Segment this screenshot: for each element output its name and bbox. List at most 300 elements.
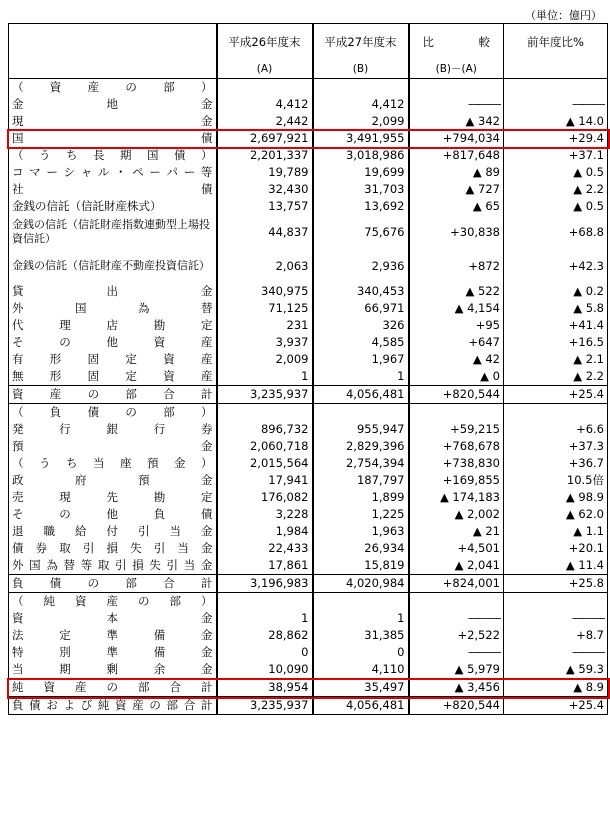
row-label-text: [12, 610, 213, 627]
label-char: の: [59, 507, 71, 521]
row-label: [9, 506, 217, 523]
value-fy26: 2,201,337: [217, 147, 313, 164]
value-fy27: 1: [313, 368, 409, 386]
value-fy27: [313, 79, 409, 97]
row-label: 金銭の信託（信託財産不動産投資信託）: [9, 249, 217, 283]
label-char: 金: [201, 662, 213, 676]
value-fy27: 4,110: [313, 661, 409, 679]
label-char: 資: [115, 698, 127, 712]
label-char: 府: [75, 473, 87, 487]
value-diff: +59,215: [409, 421, 504, 438]
table-row: [9, 300, 608, 317]
row-label: [9, 644, 217, 661]
value-pct: ▲ 11.4: [504, 557, 608, 575]
label-char: の: [106, 680, 118, 694]
label-char: 産: [75, 680, 87, 694]
value-diff: ▲ 2,002: [409, 506, 504, 523]
label-char: 国: [12, 131, 24, 145]
table-row: [9, 147, 608, 164]
row-label-text: [12, 421, 213, 438]
label-char: 産: [200, 352, 213, 366]
label-char: 券: [35, 541, 48, 555]
label-char: 預: [138, 473, 150, 487]
label-char: 等: [80, 558, 93, 572]
label-char: 余: [153, 662, 166, 676]
table-row: [9, 506, 608, 523]
value-fy26: 17,941: [217, 472, 313, 489]
label-char: 取: [97, 558, 110, 572]
value-fy27: 13,692: [313, 198, 409, 215]
label-char: 金: [201, 284, 213, 298]
label-char: 社: [12, 182, 24, 196]
label-char: ）: [201, 148, 213, 162]
table-row: [9, 249, 608, 283]
balance-sheet-table: [8, 23, 608, 715]
value-fy27: 35,497: [313, 679, 409, 697]
label-char: う: [39, 456, 51, 470]
row-label-text: [12, 438, 213, 455]
value-fy26: 38,954: [217, 679, 313, 697]
label-char: 行: [59, 422, 71, 436]
header-sub-pct: [504, 60, 608, 79]
value-diff: +768,678: [409, 438, 504, 455]
label-char: 損: [132, 558, 144, 572]
row-label: [9, 421, 217, 438]
value-fy26: 17,861: [217, 557, 313, 575]
value-diff: ▲ 342: [409, 113, 504, 130]
label-char: （: [12, 405, 24, 419]
value-fy26: 3,228: [217, 506, 313, 523]
table-row: [9, 489, 608, 506]
row-label: [9, 489, 217, 506]
label-char: 定: [59, 628, 71, 642]
label-char: 当: [177, 541, 189, 555]
label-char: 債: [201, 182, 213, 196]
value-diff: ▲ 2,041: [409, 557, 504, 575]
label-char: 勘: [153, 318, 166, 332]
row-label: [9, 404, 217, 422]
table-row: [9, 661, 608, 679]
label-char: 金: [201, 439, 213, 453]
header-fy26: 平成26年度末: [217, 24, 313, 61]
row-label-text: [12, 351, 213, 368]
label-char: 債: [29, 698, 41, 712]
label-char: 債: [201, 131, 213, 145]
label-char: 損: [106, 541, 118, 555]
label-char: 資: [163, 352, 175, 366]
label-char: 金: [201, 628, 213, 642]
value-fy26: 0: [217, 644, 313, 661]
value-diff: +824,001: [409, 575, 504, 593]
header-sub-item: [9, 60, 217, 79]
label-char: 産: [132, 698, 144, 712]
value-diff: +738,830: [409, 455, 504, 472]
label-char: 為: [46, 558, 58, 572]
label-char: 現: [12, 114, 24, 128]
value-pct: 10.5倍: [504, 472, 608, 489]
value-fy27: 3,018,986: [313, 147, 409, 164]
label-char: 備: [153, 628, 166, 642]
label-char: 金: [174, 456, 186, 470]
label-char: 期: [120, 148, 132, 162]
value-pct: ▲ 2.2: [504, 368, 608, 386]
value-fy27: 326: [313, 317, 409, 334]
value-pct: +6.6: [504, 421, 608, 438]
value-fy26: [217, 593, 313, 611]
row-label: [9, 317, 217, 334]
table-row: [9, 404, 608, 422]
table-row: [9, 697, 608, 715]
label-char: 地: [106, 97, 118, 111]
label-char: 引: [82, 541, 95, 555]
value-pct: ―――: [504, 96, 608, 113]
table-row: [9, 472, 608, 489]
header-row: [9, 24, 608, 61]
table-row: [9, 593, 608, 611]
value-diff: ―――: [409, 96, 504, 113]
value-pct: ▲ 0.5: [504, 164, 608, 181]
label-char: ち: [66, 456, 78, 470]
value-fy26: 13,757: [217, 198, 313, 215]
label-char: 負: [12, 576, 24, 590]
table-row: [9, 334, 608, 351]
label-char: 定: [201, 318, 213, 332]
row-label-text: [12, 540, 213, 557]
label-char: 引: [138, 524, 150, 538]
label-char: 債: [12, 541, 24, 555]
label-char: お: [46, 698, 58, 712]
label-char: 定: [125, 352, 137, 366]
label-char: ー: [149, 165, 161, 179]
row-label: [9, 130, 217, 147]
row-label-text: [12, 627, 213, 644]
value-pct: +37.3: [504, 438, 608, 455]
row-label: [9, 557, 217, 575]
table-row: [9, 523, 608, 540]
value-fy26: 2,063: [217, 249, 313, 283]
label-char: 資: [153, 335, 166, 349]
label-char: の: [138, 594, 150, 608]
label-char: 国: [75, 301, 87, 315]
table-row: [9, 679, 608, 697]
value-fy27: 66,971: [313, 300, 409, 317]
value-fy27: [313, 593, 409, 611]
value-fy26: 2,697,921: [217, 130, 313, 147]
value-pct: ▲ 5.8: [504, 300, 608, 317]
label-char: （: [12, 80, 24, 94]
label-char: 金: [201, 541, 213, 555]
value-fy27: 15,819: [313, 557, 409, 575]
value-pct: [504, 404, 608, 422]
table-row: [9, 368, 608, 386]
label-char: 資: [75, 594, 87, 608]
label-char: そ: [12, 507, 24, 521]
table-row: [9, 317, 608, 334]
row-label: 金銭の信託（信託財産指数連動型上場投資信託）: [9, 215, 217, 249]
label-char: そ: [12, 335, 24, 349]
value-fy27: 4,020,984: [313, 575, 409, 593]
label-char: 純: [12, 680, 24, 694]
row-label-text: [12, 455, 213, 472]
label-char: 金: [201, 97, 213, 111]
row-label-text: [12, 472, 213, 489]
unit-label: （単位：億円）: [525, 9, 602, 22]
label-char: 固: [87, 352, 100, 366]
table-row: [9, 421, 608, 438]
value-pct: +41.4: [504, 317, 608, 334]
value-diff: +872: [409, 249, 504, 283]
label-char: 本: [106, 611, 118, 625]
header-sub-diff: (B)－(A): [409, 60, 504, 79]
value-pct: ▲ 59.3: [504, 661, 608, 679]
value-fy27: 75,676: [313, 215, 409, 249]
row-label-text: [12, 147, 213, 164]
row-label: [9, 540, 217, 557]
label-char: 取: [59, 541, 71, 555]
label-char: 形: [49, 369, 62, 383]
row-label: [9, 368, 217, 386]
table-row: [9, 215, 608, 249]
row-label-text: [12, 697, 213, 714]
label-char: 有: [12, 352, 24, 366]
label-char: 合: [183, 698, 196, 712]
row-label-text: [12, 113, 213, 130]
row-label: [9, 351, 217, 368]
value-fy26: [217, 79, 313, 97]
row-label-text: [12, 96, 213, 113]
value-pct: [504, 593, 608, 611]
value-pct: ▲ 1.1: [504, 523, 608, 540]
table-row: [9, 351, 608, 368]
label-char: 固: [87, 369, 100, 383]
value-fy26: 176,082: [217, 489, 313, 506]
label-char: 部: [125, 576, 137, 590]
row-label-text: [12, 661, 213, 678]
label-char: 計: [200, 387, 213, 401]
label-char: ち: [66, 148, 78, 162]
label-char: 長: [93, 148, 105, 162]
label-char: 貸: [12, 284, 24, 298]
row-label-text: [12, 557, 213, 574]
label-char: 負: [49, 405, 62, 419]
row-label-text: [12, 593, 213, 610]
label-char: 引: [115, 558, 127, 572]
label-char: ャ: [80, 165, 93, 179]
row-label-text: [12, 575, 213, 592]
label-char: 無: [12, 369, 24, 383]
label-char: 債: [201, 507, 213, 521]
label-char: 純: [43, 594, 55, 608]
label-char: ー: [46, 165, 58, 179]
label-char: ル: [97, 165, 110, 179]
value-fy27: 0: [313, 644, 409, 661]
row-label-text: [12, 164, 213, 181]
value-diff: ▲ 65: [409, 198, 504, 215]
label-char: の: [125, 405, 137, 419]
label-char: ペ: [132, 165, 144, 179]
label-char: 外: [12, 558, 24, 572]
label-char: 発: [12, 422, 24, 436]
label-char: よ: [63, 698, 76, 712]
table-row: [9, 130, 608, 147]
label-char: 合: [163, 387, 175, 401]
label-char: 形: [49, 352, 62, 366]
row-label-text: [12, 368, 213, 385]
value-fy26: 19,789: [217, 164, 313, 181]
value-diff: +2,522: [409, 627, 504, 644]
label-char: パ: [166, 165, 179, 179]
row-label: [9, 113, 217, 130]
table-row: [9, 113, 608, 130]
value-diff: ▲ 89: [409, 164, 504, 181]
value-diff: [409, 79, 504, 97]
label-char: 計: [200, 698, 213, 712]
table-row: [9, 386, 608, 404]
row-label: [9, 79, 217, 97]
table-row: [9, 283, 608, 300]
value-fy26: 340,975: [217, 283, 313, 300]
label-char: 国: [29, 558, 41, 572]
label-char: 当: [169, 524, 181, 538]
header-compare-b: 較: [478, 35, 490, 49]
header-compare-a: 比: [422, 35, 434, 49]
label-char: 給: [75, 524, 87, 538]
value-fy26: 3,196,983: [217, 575, 313, 593]
label-char: 計: [201, 680, 213, 694]
table-row: [9, 164, 608, 181]
value-pct: ▲ 14.0: [504, 113, 608, 130]
label-char: 債: [174, 148, 186, 162]
label-char: 純: [97, 698, 110, 712]
label-char: 債: [87, 405, 100, 419]
value-pct: ▲ 2.1: [504, 351, 608, 368]
value-fy27: 4,412: [313, 96, 409, 113]
value-diff: +647: [409, 334, 504, 351]
label-char: 合: [169, 680, 181, 694]
value-fy26: 2,015,564: [217, 455, 313, 472]
value-fy26: 32,430: [217, 181, 313, 198]
row-label: [9, 334, 217, 351]
value-fy27: 19,699: [313, 164, 409, 181]
label-char: 現: [59, 490, 71, 504]
row-label: [9, 300, 217, 317]
table-row: [9, 96, 608, 113]
label-char: 等: [200, 165, 213, 179]
value-fy27: [313, 404, 409, 422]
value-pct: ▲ 98.9: [504, 489, 608, 506]
row-label-text: [12, 181, 213, 198]
label-char: 定: [125, 369, 137, 383]
row-label: [9, 96, 217, 113]
value-diff: [409, 593, 504, 611]
label-char: 産: [106, 594, 118, 608]
label-char: 合: [163, 576, 175, 590]
label-char: ）: [201, 456, 213, 470]
label-char: 政: [12, 473, 24, 487]
value-fy26: [217, 404, 313, 422]
label-char: 資: [12, 387, 24, 401]
value-pct: ▲ 2.2: [504, 181, 608, 198]
value-pct: +68.8: [504, 215, 608, 249]
value-pct: [504, 79, 608, 97]
header-pct: 前年度比%: [504, 24, 608, 61]
value-diff: ▲ 3,456: [409, 679, 504, 697]
header-sub-row: [9, 60, 608, 79]
label-char: 法: [12, 628, 24, 642]
value-diff: ―――: [409, 644, 504, 661]
label-char: 剰: [106, 662, 118, 676]
label-char: 金: [201, 114, 213, 128]
value-pct: +37.1: [504, 147, 608, 164]
row-label-text: [12, 386, 213, 403]
value-pct: +29.4: [504, 130, 608, 147]
label-char: 失: [130, 541, 142, 555]
label-char: 産: [200, 369, 213, 383]
label-char: 金: [201, 524, 213, 538]
value-fy27: 4,056,481: [313, 697, 409, 715]
row-label-text: [12, 489, 213, 506]
value-pct: +16.5: [504, 334, 608, 351]
label-char: 当: [12, 662, 24, 676]
row-label-text: [12, 679, 213, 696]
label-char: 部: [125, 387, 137, 401]
value-pct: ▲ 62.0: [504, 506, 608, 523]
value-fy26: 22,433: [217, 540, 313, 557]
row-label: [9, 593, 217, 611]
row-label: [9, 147, 217, 164]
label-char: 行: [153, 422, 166, 436]
value-pct: ―――: [504, 610, 608, 627]
label-char: 他: [106, 335, 118, 349]
value-diff: ▲ 4,154: [409, 300, 504, 317]
value-diff: +30,838: [409, 215, 504, 249]
value-fy27: 31,385: [313, 627, 409, 644]
value-fy27: 187,797: [313, 472, 409, 489]
value-pct: ▲ 0.2: [504, 283, 608, 300]
row-label: 金銭の信託（信託財産株式）: [9, 198, 217, 215]
value-pct: +25.4: [504, 697, 608, 715]
label-char: 勘: [153, 490, 166, 504]
row-label: [9, 181, 217, 198]
value-pct: +20.1: [504, 540, 608, 557]
label-char: 座: [120, 456, 132, 470]
value-diff: +820,544: [409, 697, 504, 715]
label-char: 代: [12, 318, 24, 332]
value-fy27: 2,829,396: [313, 438, 409, 455]
value-fy27: 1,967: [313, 351, 409, 368]
value-fy27: 2,936: [313, 249, 409, 283]
value-fy26: 896,732: [217, 421, 313, 438]
label-char: ー: [183, 165, 196, 179]
row-label: [9, 575, 217, 593]
label-char: 引: [166, 558, 179, 572]
value-pct: ▲ 8.9: [504, 679, 608, 697]
header-fy27: 平成27年度末: [313, 24, 409, 61]
label-char: 資: [49, 80, 62, 94]
label-char: 計: [200, 576, 213, 590]
label-char: 定: [201, 490, 213, 504]
label-char: 産: [87, 80, 100, 94]
value-fy26: 1: [217, 368, 313, 386]
value-fy27: 2,754,394: [313, 455, 409, 472]
label-char: ・: [115, 165, 127, 179]
label-char: 金: [201, 473, 213, 487]
row-label: [9, 438, 217, 455]
label-char: の: [59, 335, 71, 349]
value-fy26: 3,235,937: [217, 386, 313, 404]
row-label-text: [12, 523, 213, 540]
row-label: [9, 283, 217, 300]
